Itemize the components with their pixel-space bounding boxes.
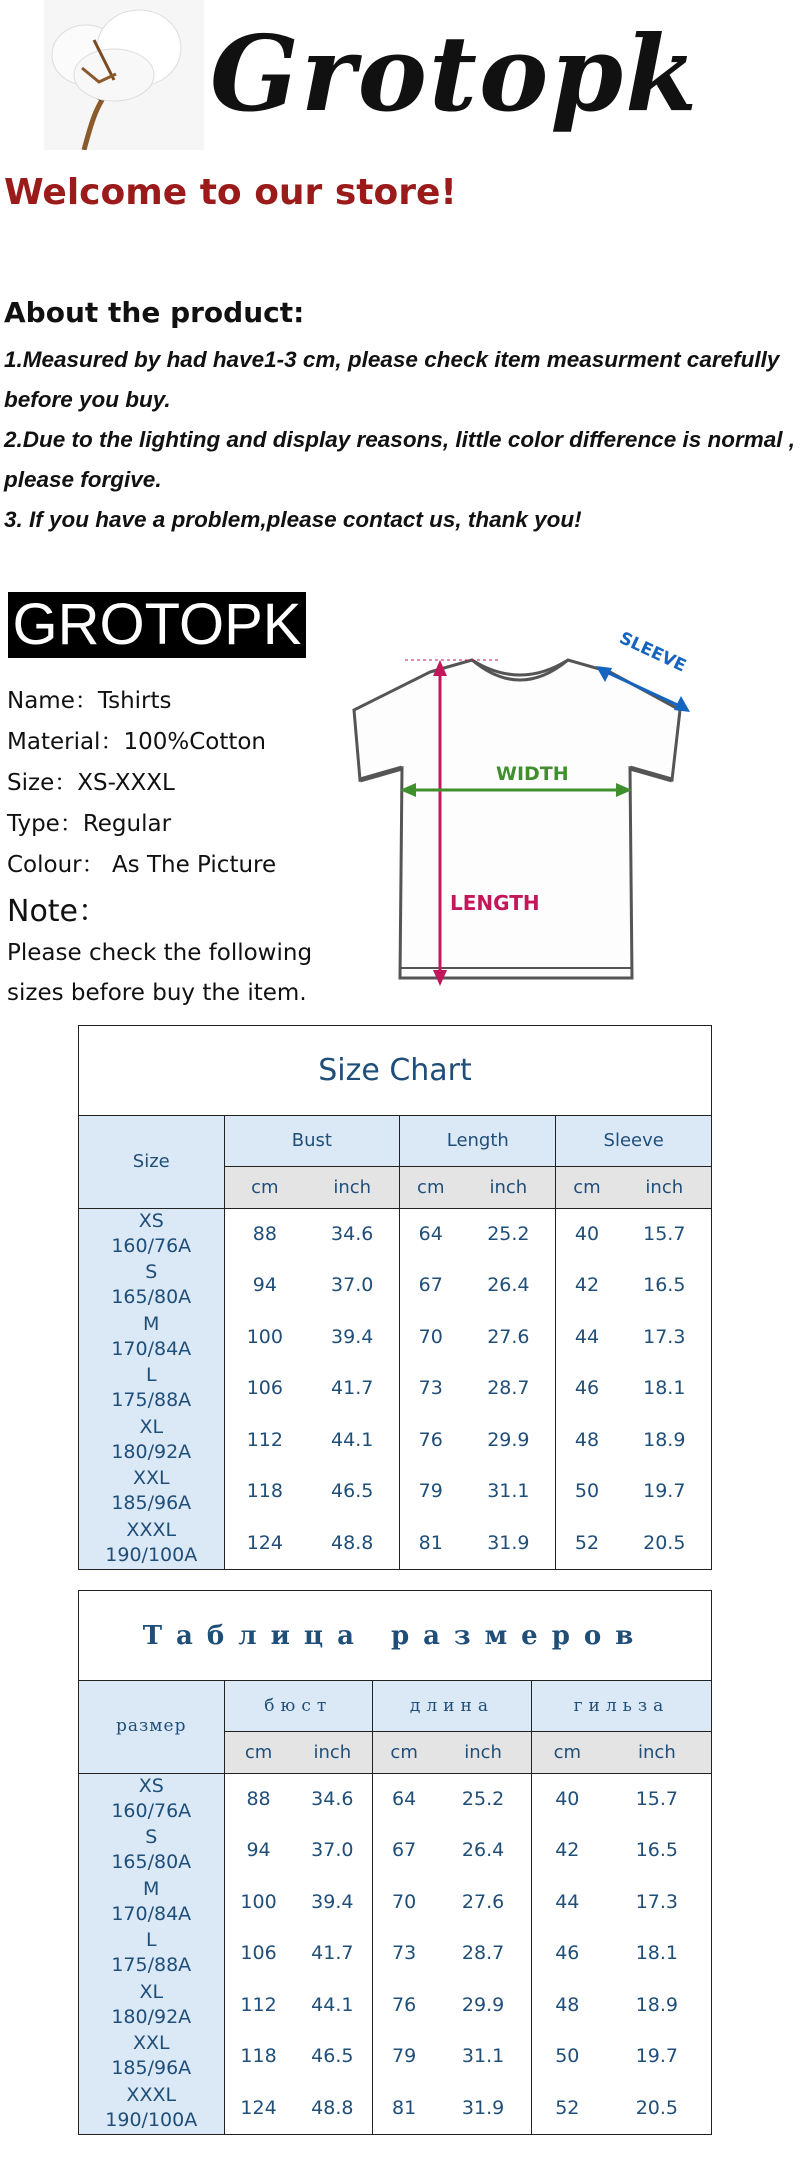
size-body: 160/76A <box>111 1800 192 1822</box>
size-table <box>79 1116 711 1569</box>
unit-header: inch <box>435 1731 531 1773</box>
size-code: M <box>143 1312 160 1335</box>
size-column-header: Size <box>79 1116 224 1208</box>
measurement-cell: 73 <box>392 1942 417 1965</box>
size-code: M <box>143 1877 160 1900</box>
group-header-bust: бюст <box>224 1681 373 1731</box>
size-body: 165/80A <box>111 1851 192 1874</box>
measurement-cell: 28.7 <box>435 1928 531 1980</box>
spec-colour: Colour： As The Picture <box>7 852 277 878</box>
table-row <box>79 1208 711 1260</box>
unit-header: inch <box>461 1166 556 1208</box>
size-code: S <box>145 1826 158 1849</box>
size-code: XXL <box>132 2032 170 2055</box>
measurement-cell: 28.7 <box>461 1363 556 1415</box>
size-code: L <box>145 1364 157 1387</box>
measurement-cell: 31.9 <box>461 1517 556 1569</box>
unit-header: cm <box>373 1731 436 1773</box>
measurement-cell: 20.5 <box>635 2096 679 2119</box>
measurement-cell: 39.4 <box>293 1876 373 1928</box>
measurement-cell: 44 <box>555 1890 580 1913</box>
measurement-cell: 48.8 <box>305 1517 400 1569</box>
size-body: 190/100A <box>105 2108 198 2131</box>
table-row <box>79 1928 711 1980</box>
size-chart-ru <box>78 1590 712 2135</box>
measurement-cell: 34.6 <box>305 1208 400 1260</box>
size-cell <box>79 1208 224 1260</box>
measurement-cell: 79 <box>418 1480 443 1503</box>
measurement-cell: 81 <box>418 1531 443 1554</box>
measurement-cell: 100 <box>246 1325 283 1348</box>
size-code: XXL <box>132 1467 170 1490</box>
measurement-cell: 70 <box>392 1890 417 1913</box>
measurement-cell: 52 <box>555 2096 580 2119</box>
about-line: 3. If you have a problem,please contact us, thank you! <box>4 507 582 532</box>
about-list <box>4 340 800 540</box>
chart-title: Таблица размеров <box>79 1591 711 1681</box>
size-code: L <box>145 1929 157 1952</box>
size-chart-en <box>78 1025 712 1570</box>
size-body: 185/96A <box>111 1492 192 1515</box>
size-cell <box>79 1773 224 1825</box>
measurement-cell: 106 <box>246 1377 283 1400</box>
note-line: Please check the following <box>7 940 313 966</box>
measurement-cell: 50 <box>574 1480 600 1503</box>
measurement-cell: 100 <box>240 1890 277 1913</box>
measurement-cell: 88 <box>252 1223 277 1245</box>
measurement-cell: 76 <box>392 1993 417 2016</box>
table-row <box>79 2031 711 2083</box>
measurement-cell: 67 <box>418 1274 443 1297</box>
group-header-length: Length <box>400 1116 556 1166</box>
size-code: XS <box>138 1210 164 1232</box>
measurement-cell: 112 <box>240 1993 277 2016</box>
unit-header: inch <box>293 1731 373 1773</box>
measurement-cell: 118 <box>240 2045 277 2068</box>
measurement-cell: 70 <box>418 1325 443 1348</box>
table-row <box>79 1260 711 1312</box>
measurement-cell: 17.3 <box>635 1890 679 1913</box>
measurement-cell: 41.7 <box>293 1928 373 1980</box>
width-label: WIDTH <box>496 763 569 785</box>
spec-name: Name：Tshirts <box>7 688 172 714</box>
measurement-cell: 18.1 <box>643 1377 686 1400</box>
measurement-cell: 17.3 <box>643 1325 686 1348</box>
measurement-cell: 29.9 <box>461 1414 556 1466</box>
size-body: 185/96A <box>111 2057 192 2080</box>
measurement-cell: 16.5 <box>635 1839 679 1862</box>
measurement-cell: 67 <box>392 1839 417 1862</box>
unit-header: cm <box>224 1166 305 1208</box>
measurement-cell: 64 <box>392 1788 417 1810</box>
table-row <box>79 1773 711 1825</box>
size-cell <box>79 1414 224 1466</box>
measurement-cell: 25.2 <box>461 1208 556 1260</box>
measurement-cell: 94 <box>252 1274 277 1297</box>
size-cell <box>79 2082 224 2134</box>
measurement-cell: 112 <box>246 1428 283 1451</box>
table-row <box>79 1414 711 1466</box>
measurement-cell: 44.1 <box>305 1414 400 1466</box>
measurement-cell: 50 <box>555 2045 580 2068</box>
measurement-cell: 16.5 <box>643 1274 686 1297</box>
measurement-cell: 40 <box>555 1788 580 1810</box>
size-column-header: размер <box>79 1681 224 1773</box>
unit-header: cm <box>531 1731 602 1773</box>
size-rows-ru <box>79 1773 711 2134</box>
spec-size: Size：XS-XXXL <box>7 770 175 796</box>
chart-title: Size Chart <box>79 1026 711 1116</box>
table-row <box>79 1363 711 1415</box>
measurement-cell: 48 <box>555 1993 580 2016</box>
measurement-cell: 40 <box>574 1223 600 1245</box>
unit-header: cm <box>556 1166 618 1208</box>
table-row <box>79 1466 711 1518</box>
size-code: XXXL <box>126 1518 177 1541</box>
group-header-length: длина <box>373 1681 532 1731</box>
about-heading: About the product: <box>4 296 305 329</box>
size-code: XL <box>139 1415 164 1438</box>
table-row <box>79 1517 711 1569</box>
measurement-cell: 88 <box>246 1788 271 1810</box>
measurement-cell: 31.9 <box>435 2082 531 2134</box>
size-body: 175/88A <box>111 1954 192 1977</box>
size-body: 180/92A <box>111 1440 192 1463</box>
measurement-cell: 94 <box>246 1839 271 1862</box>
measurement-cell: 37.0 <box>305 1260 400 1312</box>
group-header-bust: Bust <box>224 1116 400 1166</box>
size-code: XXXL <box>126 2083 177 2106</box>
measurement-cell: 81 <box>392 2096 417 2119</box>
measurement-cell: 124 <box>240 2096 277 2119</box>
size-cell <box>79 1311 224 1363</box>
size-cell <box>79 1260 224 1312</box>
measurement-cell: 48.8 <box>293 2082 373 2134</box>
size-cell <box>79 1979 224 2031</box>
measurement-cell: 15.7 <box>635 1788 679 1810</box>
measurement-cell: 106 <box>240 1942 277 1965</box>
size-body: 170/84A <box>111 1902 192 1925</box>
measurement-cell: 64 <box>418 1223 443 1245</box>
about-line: before you buy. <box>4 387 171 412</box>
size-cell <box>79 1363 224 1415</box>
unit-header: inch <box>618 1166 711 1208</box>
size-body: 175/88A <box>111 1389 192 1412</box>
brand-name: Grotopk <box>210 12 700 135</box>
size-cell <box>79 2031 224 2083</box>
unit-header: inch <box>603 1731 711 1773</box>
measurement-cell: 31.1 <box>435 2031 531 2083</box>
measurement-cell: 48 <box>574 1428 600 1451</box>
size-cell <box>79 1825 224 1877</box>
measurement-cell: 44 <box>574 1325 600 1348</box>
measurement-cell: 31.1 <box>461 1466 556 1518</box>
measurement-cell: 124 <box>246 1531 283 1554</box>
measurement-cell: 18.9 <box>635 1993 679 2016</box>
unit-header: inch <box>305 1166 400 1208</box>
note-heading: Note： <box>7 894 109 929</box>
size-cell <box>79 1466 224 1518</box>
measurement-cell: 25.2 <box>435 1773 531 1825</box>
size-code: XS <box>138 1775 164 1797</box>
measurement-cell: 27.6 <box>461 1311 556 1363</box>
measurement-cell: 29.9 <box>435 1979 531 2031</box>
table-row <box>79 1311 711 1363</box>
group-header-sleeve: гильза <box>531 1681 711 1731</box>
cotton-logo-image <box>44 0 204 150</box>
measurement-cell: 46.5 <box>293 2031 373 2083</box>
length-label: LENGTH <box>450 891 540 915</box>
welcome-heading: Welcome to our store! <box>4 172 457 213</box>
size-body: 180/92A <box>111 2005 192 2028</box>
measurement-cell: 76 <box>418 1428 443 1451</box>
size-code: S <box>145 1261 158 1284</box>
size-cell <box>79 1928 224 1980</box>
measurement-cell: 15.7 <box>643 1223 686 1245</box>
size-body: 165/80A <box>111 1286 192 1309</box>
table-row <box>79 1979 711 2031</box>
measurement-cell: 42 <box>574 1274 600 1297</box>
table-row <box>79 1825 711 1877</box>
measurement-cell: 39.4 <box>305 1311 400 1363</box>
size-rows-en <box>79 1208 711 1569</box>
measurement-cell: 44.1 <box>293 1979 373 2031</box>
size-code: XL <box>139 1980 164 2003</box>
measurement-cell: 19.7 <box>643 1480 686 1503</box>
group-header-sleeve: Sleeve <box>556 1116 711 1166</box>
measurement-cell: 79 <box>392 2045 417 2068</box>
measurement-cell: 46 <box>555 1942 580 1965</box>
measurement-cell: 73 <box>418 1377 443 1400</box>
size-body: 160/76A <box>111 1235 192 1257</box>
measurement-cell: 42 <box>555 1839 580 1862</box>
size-body: 190/100A <box>105 1543 198 1566</box>
tshirt-measurement-diagram <box>320 590 720 1010</box>
measurement-cell: 41.7 <box>305 1363 400 1415</box>
size-cell <box>79 1517 224 1569</box>
brand-label-box: GROTOPK <box>8 592 306 658</box>
note-line: sizes before buy the item. <box>7 980 307 1006</box>
sleeve-label: SLEEVE <box>616 628 690 677</box>
about-line: 1.Measured by had have1-3 cm, please check item measurment carefully <box>4 347 780 372</box>
about-line: 2.Due to the lighting and display reasons, little color difference is normal , <box>4 427 795 452</box>
measurement-cell: 20.5 <box>643 1531 686 1554</box>
table-row <box>79 1876 711 1928</box>
measurement-cell: 46 <box>574 1377 600 1400</box>
unit-header: cm <box>400 1166 462 1208</box>
measurement-cell: 26.4 <box>435 1825 531 1877</box>
measurement-cell: 46.5 <box>305 1466 400 1518</box>
measurement-cell: 18.9 <box>643 1428 686 1451</box>
measurement-cell: 19.7 <box>635 2045 679 2068</box>
size-body: 170/84A <box>111 1337 192 1360</box>
table-row <box>79 2082 711 2134</box>
measurement-cell: 34.6 <box>293 1773 373 1825</box>
measurement-cell: 27.6 <box>435 1876 531 1928</box>
measurement-cell: 52 <box>574 1531 600 1554</box>
measurement-cell: 26.4 <box>461 1260 556 1312</box>
size-cell <box>79 1876 224 1928</box>
spec-material: Material：100%Cotton <box>7 729 267 755</box>
spec-type: Type：Regular <box>7 811 172 837</box>
measurement-cell: 37.0 <box>293 1825 373 1877</box>
about-line: please forgive. <box>4 467 162 492</box>
unit-header: cm <box>224 1731 293 1773</box>
size-table <box>79 1681 711 2134</box>
measurement-cell: 18.1 <box>635 1942 679 1965</box>
measurement-cell: 118 <box>246 1480 283 1503</box>
